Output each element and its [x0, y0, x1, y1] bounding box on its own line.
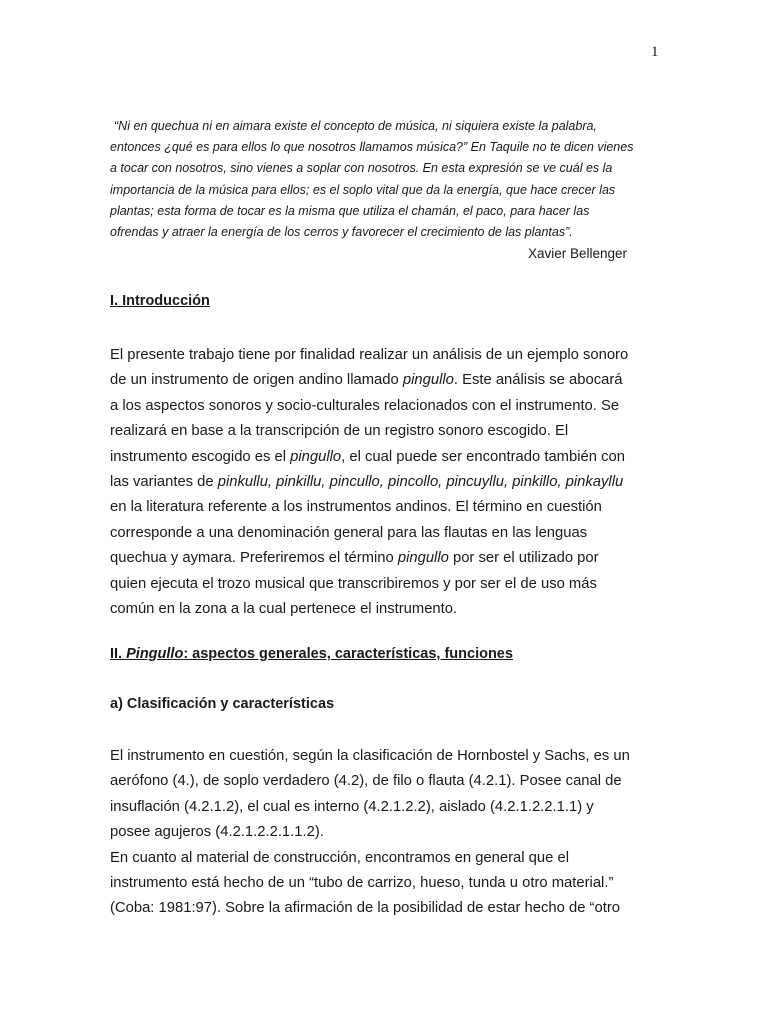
- term-pingullo: pingullo: [397, 550, 449, 567]
- paragraph-line: común en la zona a la cual pertenece el instrumento.: [110, 601, 458, 618]
- paragraph-line: El presente trabajo tiene por finalidad realizar un análisis de un ejemplo sonoro: [110, 347, 629, 363]
- term-pingullo: pingullo: [290, 448, 342, 465]
- paragraph-line: aerófono (4.), de soplo verdadero (4.2), de filo o flauta (4.2.1). Posee canal de: [110, 773, 622, 790]
- epigraph-line: ofrendas y atraer la energía de los cerros y favorecer el crecimiento de las plantas”.: [110, 225, 573, 240]
- paragraph-line: quien ejecuta el trozo musical que transcribiremos y por ser el de uso más: [110, 575, 597, 592]
- epigraph-line: importancia de la música para ellos; es el soplo vital que da la energía, que hace crecer las: [110, 182, 616, 197]
- section-heading-introduccion: I. Introducción: [110, 293, 210, 309]
- section-heading-pingullo: II. Pingullo: aspectos generales, características, funciones: [110, 646, 513, 662]
- epigraph-author: Xavier Bellenger: [527, 246, 627, 262]
- paragraph-line: las variantes de pinkullu, pinkillu, pincullo, pincollo, pincuyllu, pinkillo, pinkayllu: [110, 474, 624, 491]
- paragraph-line: insuflación (4.2.1.2), el cual es interno (4.2.1.2.2), aislado (4.2.1.2.2.1.1) y: [110, 798, 594, 815]
- term-pingullo: pingullo: [402, 372, 454, 389]
- paragraph-line: a los aspectos sonoros y socio-culturales relacionados con el instrumento. Se: [110, 397, 620, 414]
- paragraph-line: posee agujeros (4.2.1.2.2.1.1.2).: [110, 824, 324, 841]
- paragraph-line: en la literatura referente a los instrumentos andinos. El término en cuestión: [110, 499, 602, 516]
- paragraph-line: instrumento escogido es el pingullo, el cual puede ser encontrado también con: [110, 448, 625, 465]
- subsection-heading-clasificacion: a) Clasificación y características: [110, 696, 335, 712]
- term-variants: pinkullu, pinkillu, pincullo, pincollo, pincuyllu, pinkillo, pinkayllu: [217, 474, 624, 491]
- classification-paragraph: [110, 744, 630, 922]
- epigraph-line: entonces ¿qué es para ellos lo que nosotros llamamos música?” En Taquile no te dicen vienes: [110, 140, 634, 155]
- paragraph-line: instrumento está hecho de un “tubo de carrizo, hueso, tunda u otro material.”: [110, 875, 614, 892]
- epigraph-line: a tocar con nosotros, sino vienes a soplar con nosotros. En esta expresión se ve cuál es la: [110, 161, 613, 176]
- paragraph-line: En cuanto al material de construcción, encontramos en general que el: [110, 849, 569, 866]
- paragraph-line: (Coba: 1981:97). Sobre la afirmación de la posibilidad de estar hecho de “otro: [110, 900, 620, 917]
- paragraph-line: corresponde a una denominación general para las flautas en las lenguas: [110, 524, 588, 541]
- epigraph-line: “Ni en quechua ni en aimara existe el concepto de música, ni siquiera existe la palabra,: [114, 119, 597, 133]
- paragraph-line: de un instrumento de origen andino llamado pingullo. Este análisis se abocará: [110, 372, 623, 389]
- page-number: 1: [651, 44, 659, 60]
- intro-paragraph: [110, 343, 628, 622]
- paragraph-line: realizará en base a la transcripción de un registro sonoro escogido. El: [110, 423, 569, 440]
- epigraph-quote: [110, 116, 640, 264]
- paragraph-line: El instrumento en cuestión, según la clasificación de Hornbostel y Sachs, es un: [110, 748, 630, 764]
- epigraph-line: plantas; esta forma de tocar es la misma que utiliza el chamán, el paco, para hacer las: [110, 203, 590, 218]
- paragraph-line: quechua y aymara. Preferiremos el término pingullo por ser el utilizado por: [110, 550, 599, 567]
